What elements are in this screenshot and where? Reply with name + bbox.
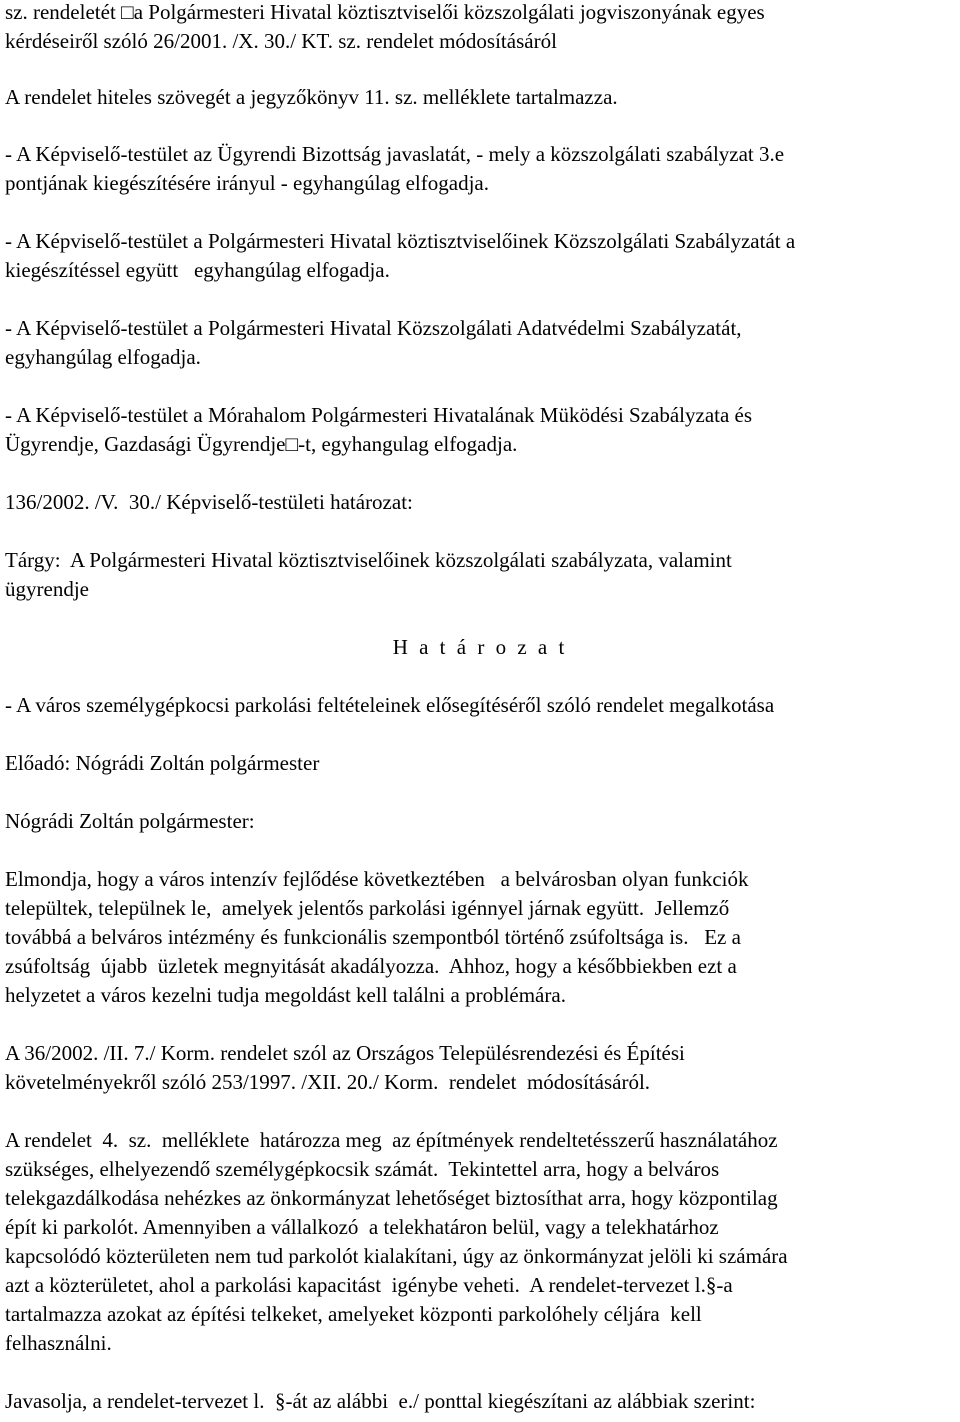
text-line: telekgazdálkodása nehézkes az önkormányzat lehetőséget biztosíthat arra, hogy központilag — [5, 1186, 778, 1210]
text-line: - A Képviselő-testület a Polgármesteri Hivatal Közszolgálati Adatvédelmi Szabályzatát, — [5, 316, 742, 340]
text-line: zsúfoltság újabb üzletek megnyitását akadályozza. Ahhoz, hogy a későbbiekben ezt a — [5, 954, 737, 978]
text-line: kérdéseiről szóló 26/2001. /X. 30./ KT. sz. rendelet módosításáról — [5, 29, 557, 53]
text-line: - A Képviselő-testület a Polgármesteri Hivatal köztisztviselőinek Közszolgálati Szabályzatát a — [5, 229, 796, 253]
subject-line: ügyrendje — [5, 577, 89, 601]
text-line: pontjának kiegészítésére irányul - egyhangúlag elfogadja. — [5, 171, 489, 195]
text-line: kapcsolódó közterületen nem tud parkolót kialakítani, úgy az önkormányzat jelöli ki számára — [5, 1244, 788, 1268]
text-line: azt a közterületet, ahol a parkolási kapacitást igénybe veheti. A rendelet-tervezet l.§-a — [5, 1273, 733, 1297]
text-line: A rendelet hiteles szövegét a jegyzőkönyv 11. sz. melléklete tartalmazza. — [5, 85, 618, 109]
text-line: épít ki parkolót. Amennyiben a vállalkozó a telekhatáron belül, vagy a telekhatárhoz — [5, 1215, 719, 1239]
text-line: követelményekről szóló 253/1997. /XII. 20./ Korm. rendelet módosításáról. — [5, 1070, 651, 1094]
text-line: sz. rendeletét □a Polgármesteri Hivatal köztisztviselői közszolgálati jogviszonyának egyes — [5, 0, 765, 24]
resolution-number: 136/2002. /V. 30./ Képviselő-testületi határozat: — [5, 490, 413, 514]
subject-line: Tárgy: A Polgármesteri Hivatal köztisztviselőinek közszolgálati szabályzata, valamint — [5, 548, 732, 572]
text-line: továbbá a belváros intézmény és funkcionális szempontból történő zsúfoltsága is. Ez a — [5, 925, 741, 949]
text-line: Elmondja, hogy a város intenzív fejlődése következtében a belvárosban olyan funkciók — [5, 867, 749, 891]
text-line: szükséges, elhelyezendő személygépkocsik számát. Tekintettel arra, hogy a belváros — [5, 1157, 720, 1181]
presenter-line: Előadó: Nógrádi Zoltán polgármester — [5, 751, 320, 775]
text-line: kiegészítéssel együtt egyhangúlag elfogadja. — [5, 258, 390, 282]
text-line: egyhangúlag elfogadja. — [5, 345, 201, 369]
resolution-heading: H a t á r o z a t — [392, 635, 568, 659]
text-line: - A Képviselő-testület a Mórahalom Polgármesteri Hivatalának Müködési Szabályzata és — [5, 403, 753, 427]
text-line: A rendelet 4. sz. melléklete határozza meg az építmények rendeltetésszerű használatához — [5, 1128, 778, 1152]
text-line: - A Képviselő-testület az Ügyrendi Bizottság javaslatát, - mely a közszolgálati szabályzat 3.e — [5, 142, 785, 166]
text-line: tartalmazza azokat az építési telkeket, amelyeket központi parkolóhely céljára kell — [5, 1302, 702, 1326]
text-line: települtek, települnek le, amelyek jelentős parkolási igénnyel járnak együtt. Jellemző — [5, 896, 730, 920]
text-line: Ügyrendje, Gazdasági Ügyrendje□-t, egyhangulag elfogadja. — [5, 432, 518, 456]
text-line: - A város személygépkocsi parkolási feltételeinek elősegítéséről szóló rendelet megalkotása — [5, 693, 775, 717]
text-line: Javasolja, a rendelet-tervezet l. §-át az alábbi e./ ponttal kiegészítani az alábbiak szerint: — [5, 1389, 756, 1413]
text-line: helyzetet a város kezelni tudja megoldást kell találni a problémára. — [5, 983, 566, 1007]
text-line: A 36/2002. /II. 7./ Korm. rendelet szól az Országos Településrendezési és Építési — [5, 1041, 685, 1065]
text-line: felhasználni. — [5, 1331, 112, 1355]
speaker-line: Nógrádi Zoltán polgármester: — [5, 809, 255, 833]
